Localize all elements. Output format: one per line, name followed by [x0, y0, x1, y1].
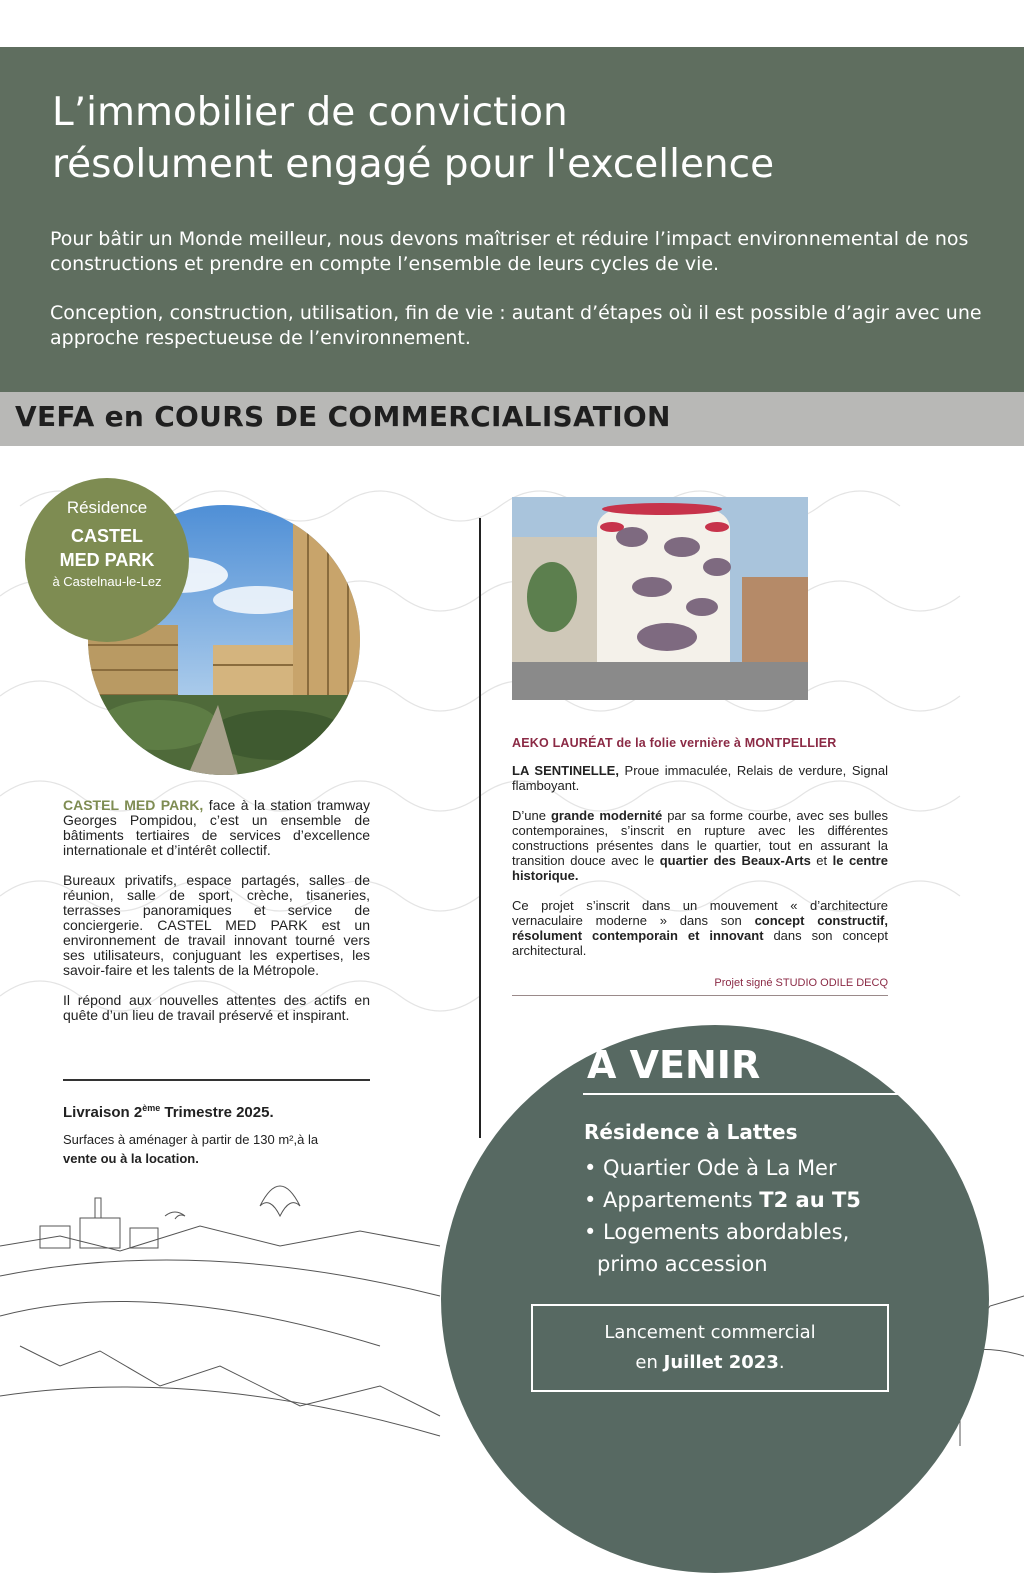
badge-label: Résidence	[66, 498, 148, 517]
title-line-2: résolument engagé pour l'excellence	[52, 142, 775, 187]
description-paragraph-3: Il répond aux nouvelles attentes des actifs en quête d’un lieu de travail préservé et inspirant.	[63, 992, 370, 1023]
launch-line-1: Lancement commercial	[604, 1322, 816, 1343]
residence-lattes-heading: Résidence à Lattes	[584, 1120, 798, 1144]
p2-bold-f: le centre historique.	[512, 853, 888, 883]
left-divider	[63, 1079, 370, 1081]
a-venir-features	[584, 1152, 924, 1280]
a-venir-rule	[583, 1093, 915, 1095]
feature-item: • Logements abordables,	[584, 1220, 850, 1244]
description-text: face à la station tramway Georges Pompidou, c’est un ensemble de bâtiments tertiaires de services d’excellence internationale et d’intérêt collectif.	[63, 797, 370, 858]
surfaces-highlight: vente ou à la location.	[63, 1151, 199, 1166]
architect-credit: Projet signé STUDIO ODILE DECQ	[714, 977, 888, 989]
launch-period: .	[778, 1352, 785, 1373]
p2-text-c: par sa forme courbe, avec ses bulles contemporaines, s’inscrit en rupture avec les différentes constructions présentes dans le quartier, tout en assurant la transition douce avec le	[512, 808, 889, 868]
intro-paragraph-2: Conception, construction, utilisation, fin de vie : autant d’étapes où il est possible d’agir avec une approche respectueuse de l’environnement.	[50, 302, 982, 349]
launch-date: Juillet 2023	[663, 1352, 779, 1373]
feature-item: • Quartier Ode à La Mer	[584, 1156, 837, 1180]
sentinelle-tagline: Proue immaculée, Relais de verdure, Signal flamboyant.	[512, 763, 888, 793]
la-sentinelle-photo	[512, 497, 808, 700]
badge-name-line-2: MED PARK	[59, 550, 155, 570]
section-band	[0, 392, 1024, 446]
badge-residence-name	[25, 524, 189, 572]
description-paragraph-2: Bureaux privatifs, espace partagés, salles de réunion, salle de sport, crèche, tisaneries, terrasses panoramiques et service de conciergerie. CASTEL MED PARK est un environnement de travail innovant tourné vers ses utilisateurs, conjuguant les expertises, les savoir-faire et les talents de la Métropole.	[63, 872, 370, 978]
la-sentinelle-description	[512, 763, 888, 973]
right-divider	[512, 995, 888, 996]
feature-item-continued: primo accession	[597, 1252, 768, 1276]
p2-bold-b: grande modernité	[550, 808, 663, 823]
feature-item	[584, 1184, 924, 1216]
surfaces-note	[63, 1130, 383, 1168]
sentinelle-paragraph-2	[512, 808, 888, 883]
feature-highlight: T2 au T5	[759, 1188, 861, 1212]
badge-location: à Castelnau-le-Lez	[52, 574, 162, 589]
delivery-text: Livraison 2	[63, 1104, 143, 1121]
p2-text-e: et	[810, 853, 833, 868]
feature-text: • Appartements	[584, 1188, 760, 1212]
a-venir-title: A VENIR	[587, 1043, 761, 1087]
p3-text-c: dans son concept architectural.	[512, 928, 888, 958]
badge-name-line-1: CASTEL	[71, 526, 143, 546]
sentinelle-name: LA SENTINELLE,	[512, 763, 619, 778]
delivery-superscript: ème	[142, 1103, 161, 1113]
aeko-laureat-heading: AEKO LAURÉAT de la folie vernière à MONTPELLIER	[512, 736, 837, 750]
page-title	[52, 87, 992, 191]
launch-announcement	[531, 1304, 889, 1392]
castel-med-park-description	[63, 798, 370, 1038]
launch-line-2	[533, 1348, 887, 1378]
column-divider	[479, 518, 481, 1138]
launch-text: en	[635, 1352, 664, 1373]
intro-header	[0, 47, 1024, 392]
residence-badge	[25, 478, 189, 642]
description-paragraph-1	[63, 798, 370, 858]
sentinelle-paragraph-3	[512, 898, 888, 958]
p2-bold-d: quartier des Beaux-Arts	[659, 853, 811, 868]
p2-text-a: D’une	[512, 808, 551, 823]
a-venir-circle	[441, 1025, 989, 1573]
section-title: VEFA en COURS DE COMMERCIALISATION	[15, 400, 671, 433]
title-line-1: L’immobilier de conviction	[52, 90, 568, 135]
p3-text-a: Ce projet s’inscrit dans un mouvement « d’architecture vernaculaire moderne » dans son	[512, 898, 888, 928]
intro-paragraph-1: Pour bâtir un Monde meilleur, nous devons maîtriser et réduire l’impact environnemental de nos constructions et prendre en compte l’ensemble de leurs cycles de vie.	[50, 228, 969, 275]
project-name-highlight: CASTEL MED PARK,	[63, 797, 204, 813]
surfaces-text: Surfaces à aménager à partir de 130 m²,à la	[63, 1132, 319, 1147]
sentinelle-paragraph-1	[512, 763, 888, 793]
p3-bold-b: concept constructif, résolument contemporain et innovant	[512, 913, 888, 943]
delivery-date	[63, 1103, 274, 1121]
delivery-text-end: Trimestre 2025.	[160, 1104, 274, 1121]
